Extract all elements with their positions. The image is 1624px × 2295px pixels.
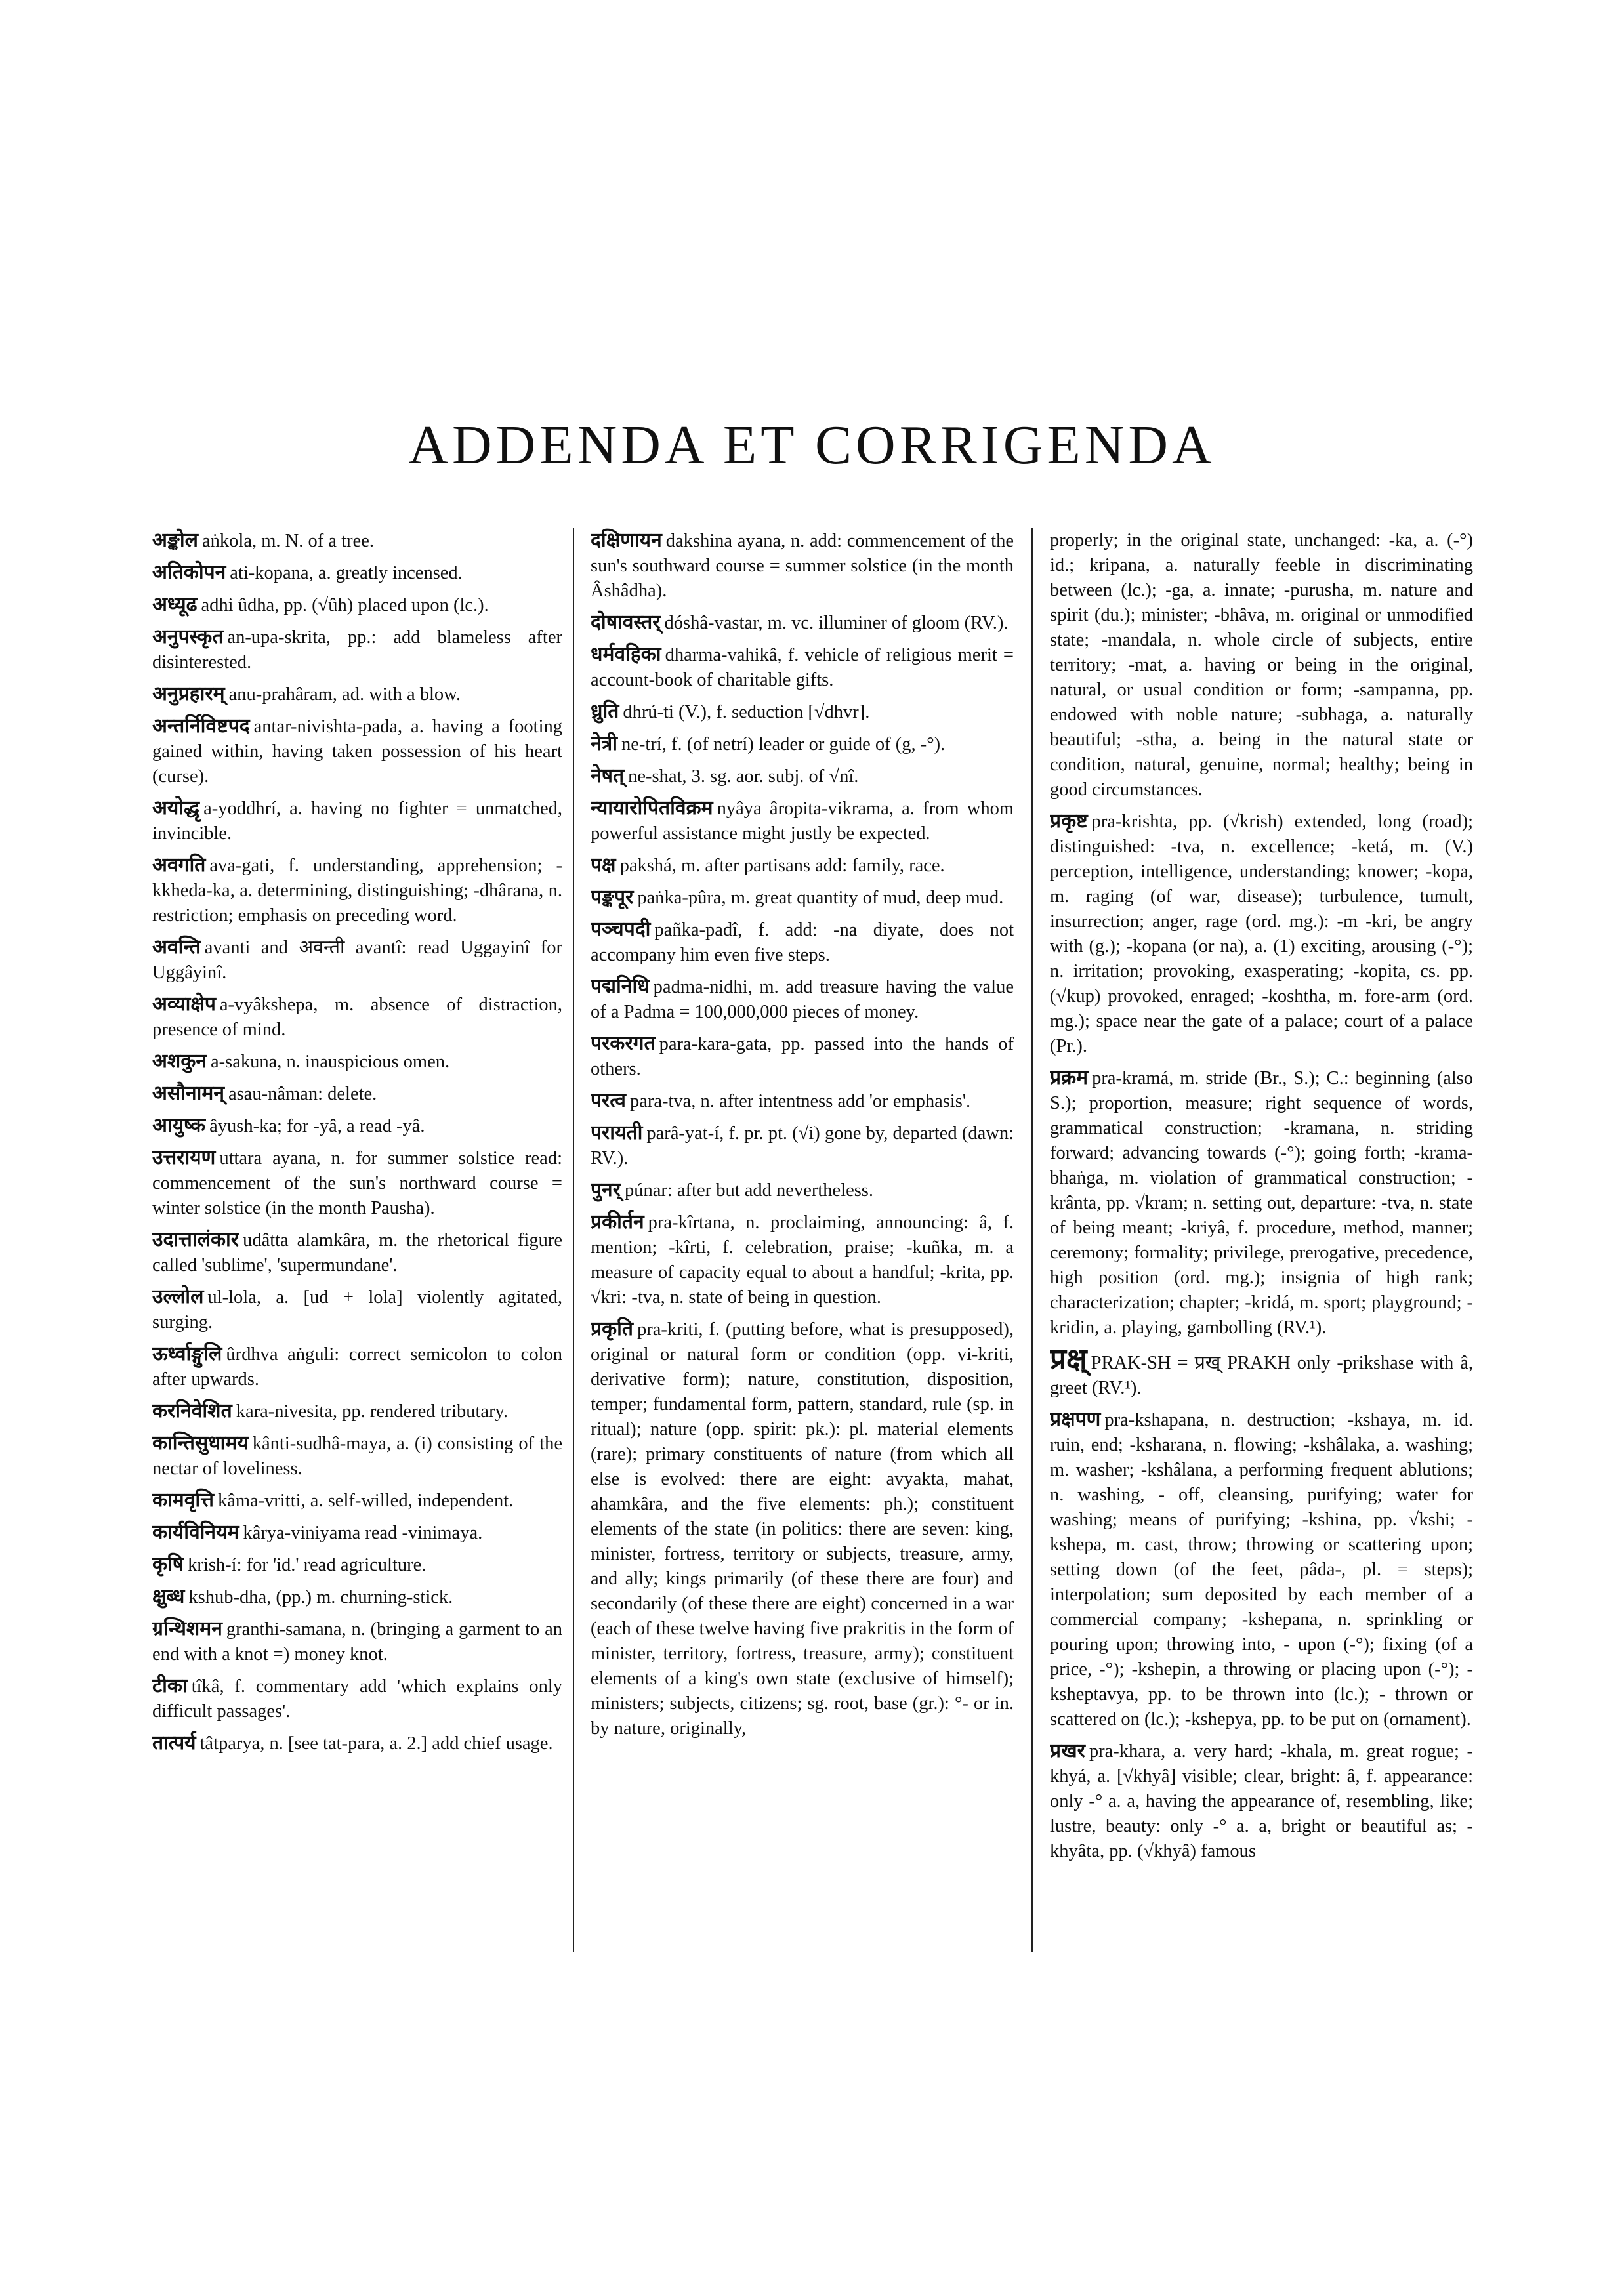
entry-headword: न्यायारोपितविक्रम bbox=[591, 796, 713, 819]
dictionary-entry bbox=[1050, 1342, 1473, 1401]
entry-headword: कार्यविनियम bbox=[152, 1521, 239, 1544]
entry-headword: पुनर् bbox=[591, 1178, 621, 1201]
dictionary-entry bbox=[591, 642, 1014, 693]
entry-definition: pra-krishta, pp. (√krish) extended, long (road); distinguished: -tva, n. excellence; -ketá, m. (V.) perception, intelligence, understanding; knower; -kopa, m. raging (of war, disease); turbulence, tumult, insurrection; anger, rage (ord. mg.): -m -kri, be angry with (g.); -kopana (or na), a. (1) exciting, arousing (-°); n. irritation; provoking, exasperating; -kopita, cs. pp. (√kup) provoked, enraged; -koshtha, m. fore-arm (ord. mg.); space near the gate of a palace; court of a palace (Pr.). bbox=[1050, 812, 1473, 1056]
entry-definition: pra-kshapana, n. destruction; -kshaya, m. id. ruin, end; -ksharana, n. flowing; -kshâlaka, a. washing; m. washer; -kshâlana, a performing frequent ablutions; n. washing, - off, cleansing, purifying; water for washing; means of purifying; -kshina, pp. √kshi; -kshepa, m. cast, throw; throwing or scattering upon; setting down (of the feet, pâda-, pl. = steps); interpolation; sum deposited by each member of a commercial company; -kshepana, n. sprinkling or pouring upon; throwing into, - upon (-°); fixing (of a price, -°); -kshepin, a throwing or placing upon (-°); -ksheptavya, pp. to be thrown into (lc.); - thrown or scattered on (lc.); -kshepya, pp. to be put on (ornament). bbox=[1050, 1410, 1473, 1729]
dictionary-entry bbox=[152, 935, 562, 985]
dictionary-entry bbox=[152, 853, 562, 928]
dictionary-entry bbox=[591, 1317, 1014, 1741]
entry-headword: अव्याक्षेप bbox=[152, 993, 216, 1016]
dictionary-entry bbox=[591, 885, 1014, 911]
entry-definition: dharma-vahikâ, f. vehicle of religious merit = account-book of charitable gifts. bbox=[591, 645, 1014, 690]
dictionary-entry bbox=[591, 853, 1014, 879]
entry-headword: अतिकोपन bbox=[152, 561, 226, 584]
entry-definition: paṅka-pûra, m. great quantity of mud, deep mud. bbox=[637, 888, 1004, 908]
entry-definition: para-kara-gata, pp. passed into the hands of others. bbox=[591, 1034, 1014, 1079]
entry-definition: granthi-samana, n. (bringing a garment to an end with a knot =) money knot. bbox=[152, 1619, 562, 1664]
entry-headword: ऊर्ध्वाङ्गुलि bbox=[152, 1342, 222, 1365]
entry-definition: ul-lola, a. [ud + lola] violently agitated, surging. bbox=[152, 1287, 562, 1333]
entry-definition: kara-nivesita, pp. rendered tributary. bbox=[236, 1401, 509, 1422]
entry-headword: अवगति bbox=[152, 854, 206, 877]
entry-definition: a-sakuna, n. inauspicious omen. bbox=[211, 1052, 450, 1072]
entry-headword: कृषि bbox=[152, 1553, 184, 1576]
dictionary-entry bbox=[152, 1049, 562, 1075]
entry-definition: pra-kriti, f. (putting before, what is presupposed), original or natural form or condition (opp. vi-kriti, derivative form); nature, constitution, disposition, temper; fundamental form, pattern, standard, rule (sp. in ritual); nature (opp. spirit: pk.): pl. material elements (rare); primary constituents of nature (from which all else is evolved: there are eight: avyakta, mahat, ahamkâra, and the five elements: ph.); constituent elements of the state (in politics: there are seven: king, minister, fortress, territory or subjects, treasure, army, and ally; kings primarily (of these there are four) and secondarily (of these there are eight) concerned in a war (each of these twelve having five prakritis in the form of minister, territory, fortress, treasure, army); constituent elements of a king's own state (exclusive of himself); ministers; subjects, citizens; sg. root, base (gr.): °- or in. by nature, originally, bbox=[591, 1319, 1014, 1739]
dictionary-entry bbox=[591, 528, 1014, 604]
entry-definition: tîkâ, f. commentary add 'which explains only difficult passages'. bbox=[152, 1676, 562, 1722]
entry-definition: a-vyâkshepa, m. absence of distraction, presence of mind. bbox=[152, 995, 562, 1040]
entry-definition: dhrú-ti (V.), f. seduction [√dhvr]. bbox=[623, 702, 870, 722]
entry-headword: कान्तिसुधामय bbox=[152, 1432, 249, 1455]
dictionary-entry bbox=[152, 1552, 562, 1578]
entry-definition: an-upa-skrita, pp.: add blameless after disinterested. bbox=[152, 627, 562, 672]
entry-definition: pañka-padî, f. add: -na diyate, does not accompany him even five steps. bbox=[591, 920, 1014, 965]
entry-definition: âyush-ka; for -yâ, a read -yâ. bbox=[209, 1116, 425, 1136]
entry-definition: kshub-dha, (pp.) m. churning-stick. bbox=[188, 1587, 453, 1607]
entry-definition: ûrdhva aṅguli: correct semicolon to colon after upwards. bbox=[152, 1344, 562, 1390]
dictionary-entry bbox=[591, 917, 1014, 968]
entry-definition: anu-prahâram, ad. with a blow. bbox=[228, 684, 461, 705]
dictionary-entry bbox=[591, 732, 1014, 757]
entry-headword: पङ्कपूर bbox=[591, 886, 634, 909]
entry-definition: nyâya âropita-vikrama, a. from whom powerful assistance might justly be expected. bbox=[591, 798, 1014, 844]
entry-definition: a-yoddhrí, a. having no fighter = unmatched, invincible. bbox=[152, 798, 562, 844]
dictionary-entry bbox=[591, 974, 1014, 1025]
entry-headword: अयोद्धृ bbox=[152, 796, 200, 819]
entry-headword: परत्व bbox=[591, 1089, 626, 1112]
dictionary-entry bbox=[1050, 528, 1473, 802]
entry-headword: उत्तरायण bbox=[152, 1146, 216, 1169]
dictionary-entry bbox=[152, 1584, 562, 1610]
dictionary-entry bbox=[152, 560, 562, 586]
entry-definition: ati-kopana, a. greatly incensed. bbox=[230, 563, 463, 583]
dictionary-entry bbox=[152, 714, 562, 789]
entry-definition: pakshá, m. after partisans add: family, race. bbox=[619, 856, 945, 876]
dictionary-entry bbox=[591, 1178, 1014, 1203]
entry-definition: properly; in the original state, unchanged: -ka, a. (-°) id.; kripana, a. naturally feeble in discriminating between (lc.); -ga, a. innate; -purusha, m. nature and spirit (du.); minister; -bhâva, m. original or unmodified state; -mandala, n. whole circle of subjects, entire territory; -mat, a. having or being in the original, natural, or usual condition or form; -sampanna, pp. endowed with noble nature; -subhaga, a. naturally beautiful; -stha, a. being in the natural state or condition, natural, genuine, normal; healthy; being in good circumstances. bbox=[1050, 530, 1473, 800]
dictionary-entry bbox=[152, 1617, 562, 1667]
dictionary-entry bbox=[152, 682, 562, 707]
entry-headword: टीका bbox=[152, 1674, 188, 1697]
dictionary-entry bbox=[152, 992, 562, 1043]
entry-headword: कामवृत्ति bbox=[152, 1489, 214, 1512]
entry-definition: uttara ayana, n. for summer solstice read: commencement of the sun's northward course = winter solstice (in the month Pausha). bbox=[152, 1148, 562, 1218]
column-1 bbox=[152, 528, 562, 1972]
dictionary-entry bbox=[152, 1285, 562, 1335]
entry-headword: आयुष्क bbox=[152, 1114, 206, 1137]
dictionary-entry bbox=[152, 1431, 562, 1481]
entry-headword: प्रक्षपण bbox=[1050, 1408, 1101, 1431]
entry-headword: अनुप्रहारम् bbox=[152, 682, 225, 705]
dictionary-entry bbox=[152, 1081, 562, 1107]
dictionary-entry bbox=[152, 1228, 562, 1278]
dictionary-entry bbox=[591, 764, 1014, 789]
dictionary-entry bbox=[591, 1031, 1014, 1082]
entry-headword: उदात्तालंकार bbox=[152, 1228, 239, 1251]
entry-definition: antar-nivishta-pada, a. having a footing gained within, having taken possession of his heart (curse). bbox=[152, 716, 562, 787]
entry-headword: तात्पर्य bbox=[152, 1731, 196, 1754]
entry-headword: ग्रन्थिशमन bbox=[152, 1617, 222, 1640]
dictionary-entry bbox=[1050, 1739, 1473, 1864]
entry-headword: परायती bbox=[591, 1121, 643, 1144]
entry-headword: नेत्री bbox=[591, 732, 617, 755]
entry-definition: tâtparya, n. [see tat-para, a. 2.] add chief usage. bbox=[199, 1733, 553, 1754]
entry-definition: pra-kramá, m. stride (Br., S.); C.: beginning (also S.); proportion, measure; right sequence of words, grammatical construction; -kramana, n. striding forward; advancing towards (-°); going forth; -krama-bhaṅga, m. violation of grammatical construction; -krânta, pp. √kram; n. setting out, departure: -tva, n. state of being meant; -kriyâ, f. procedure, method, manner; ceremony; formality; privilege, prerogative, precedence, high position (ord. mg.); insignia of high rank; characterization; chapter; -kridá, m. sport; playground; -kridin, a. playing, gambolling (RV.¹). bbox=[1050, 1068, 1473, 1338]
dictionary-entry bbox=[152, 796, 562, 846]
dictionary-entry bbox=[152, 592, 562, 618]
entry-definition: parâ-yat-í, f. pr. pt. (√i) gone by, departed (dawn: RV.). bbox=[591, 1123, 1014, 1168]
dictionary-entry bbox=[152, 1731, 562, 1756]
entry-definition: pra-kîrtana, n. proclaiming, announcing: â, f. mention; -kîrti, f. celebration, praise; -kuñka, m. a measure of capacity equal to about a handful; -krita, pp. √kri: -tva, n. state of being in question. bbox=[591, 1212, 1014, 1308]
entry-definition: kânti-sudhâ-maya, a. (i) consisting of the nectar of loveliness. bbox=[152, 1434, 562, 1479]
entry-definition: ava-gati, f. understanding, apprehension; -kkheda-ka, a. determining, distinguishing; -dhârana, n. restriction; emphasis on preceding word. bbox=[152, 856, 562, 926]
entry-definition: pra-khara, a. very hard; -khala, m. great rogue; -khyá, a. [√khyâ] visible; clear, bright: â, f. appearance: only -° a. a, having the appearance of, resembling, like; lustre, beauty: only -° a. a, bright or beautiful as; -khyâta, pp. (√khyâ) famous bbox=[1050, 1741, 1473, 1861]
entry-definition: krish-í: for 'id.' read agriculture. bbox=[188, 1555, 427, 1575]
entry-headword: धर्मवहिका bbox=[591, 643, 661, 666]
column-divider bbox=[1031, 528, 1033, 1952]
dictionary-entry bbox=[1050, 1407, 1473, 1732]
entry-headword: अनुपस्कृत bbox=[152, 625, 224, 648]
dictionary-entry bbox=[591, 1088, 1014, 1114]
entry-headword: प्रखर bbox=[1050, 1739, 1085, 1762]
dictionary-entry bbox=[152, 1488, 562, 1514]
dictionary-entry bbox=[591, 796, 1014, 846]
dictionary-entry bbox=[152, 1399, 562, 1424]
entry-headword: पद्मनिधि bbox=[591, 975, 650, 998]
entry-definition: udâtta alamkâra, m. the rhetorical figure called 'sublime', 'supermundane'. bbox=[152, 1230, 562, 1275]
entry-definition: para-tva, n. after intentness add 'or emphasis'. bbox=[629, 1091, 971, 1111]
dictionary-entry bbox=[152, 1113, 562, 1139]
entry-headword: दक्षिणायन bbox=[591, 529, 662, 552]
dictionary-entry bbox=[152, 1146, 562, 1221]
entry-headword: पञ्चपदी bbox=[591, 918, 651, 941]
entry-headword: असौनामन् bbox=[152, 1082, 224, 1105]
entry-headword: प्रकृष्ट bbox=[1050, 810, 1088, 833]
entry-definition: asau-nâman: delete. bbox=[228, 1084, 377, 1104]
dictionary-entry bbox=[152, 528, 562, 554]
page-title: ADDENDA ET CORRIGENDA bbox=[408, 415, 1216, 476]
entry-headword: पक्ष bbox=[591, 854, 616, 877]
dictionary-entry bbox=[152, 1674, 562, 1724]
entry-headword: दोषावस्तर् bbox=[591, 611, 661, 634]
entry-headword: अङ्कोल bbox=[152, 529, 199, 552]
column-3 bbox=[1050, 528, 1473, 1972]
entry-definition: dakshina ayana, n. add: commencement of the sun's southward course = summer solstice (in the month Âshâdha). bbox=[591, 531, 1014, 601]
dictionary-entry bbox=[591, 610, 1014, 636]
entry-definition: kârya-viniyama read -vinimaya. bbox=[243, 1523, 483, 1543]
entry-headword: प्रक्रम bbox=[1050, 1066, 1089, 1089]
entry-headword: प्रकृति bbox=[591, 1317, 633, 1340]
entry-definition: ne-shat, 3. sg. aor. subj. of √nî. bbox=[628, 766, 859, 787]
dictionary-entry bbox=[152, 1520, 562, 1546]
dictionary-entry bbox=[152, 1342, 562, 1392]
entry-definition: adhi ûdha, pp. (√ûh) placed upon (lc.). bbox=[201, 595, 489, 615]
entry-headword: अवन्ति bbox=[152, 936, 201, 959]
dictionary-entry bbox=[152, 625, 562, 675]
dictionary-entry bbox=[1050, 1065, 1473, 1340]
entry-definition: PRAK-SH = प्रख् PRAKH only -prikshase with â, greet (RV.¹). bbox=[1050, 1353, 1473, 1398]
dictionary-entry bbox=[591, 1210, 1014, 1310]
entry-definition: dóshâ-vastar, m. vc. illuminer of gloom (RV.). bbox=[664, 613, 1009, 633]
entry-headword: ध्रुति bbox=[591, 700, 619, 723]
column-divider bbox=[573, 528, 574, 1952]
entry-definition: avanti and अवन्ती avantî: read Uggayinî for Uggâyinî. bbox=[152, 938, 562, 983]
entry-headword: प्रक्ष् bbox=[1050, 1342, 1087, 1376]
entry-headword: उल्लोल bbox=[152, 1285, 204, 1308]
dictionary-entry bbox=[591, 1121, 1014, 1171]
column-2 bbox=[591, 528, 1014, 1972]
dictionary-entry bbox=[1050, 809, 1473, 1059]
entry-headword: अध्यूढ bbox=[152, 593, 198, 616]
entry-headword: परकरगत bbox=[591, 1032, 656, 1055]
entry-headword: क्षुब्ध bbox=[152, 1585, 185, 1608]
entry-headword: नेषत् bbox=[591, 764, 625, 787]
entry-definition: aṅkola, m. N. of a tree. bbox=[202, 531, 374, 551]
dictionary-entry bbox=[591, 699, 1014, 725]
entry-definition: kâma-vritti, a. self-willed, independent. bbox=[217, 1491, 514, 1511]
entry-headword: प्रकीर्तन bbox=[591, 1210, 644, 1233]
entry-headword: करनिवेशित bbox=[152, 1399, 232, 1422]
entry-definition: púnar: after but add nevertheless. bbox=[624, 1180, 874, 1201]
entry-definition: padma-nidhi, m. add treasure having the value of a Padma = 100,000,000 pieces of money. bbox=[591, 977, 1014, 1022]
entry-headword: अन्तर्निविष्टपद bbox=[152, 714, 250, 737]
entry-definition: ne-trí, f. (of netrí) leader or guide of (g, -°). bbox=[621, 734, 946, 755]
entry-headword: अशकुन bbox=[152, 1050, 207, 1073]
